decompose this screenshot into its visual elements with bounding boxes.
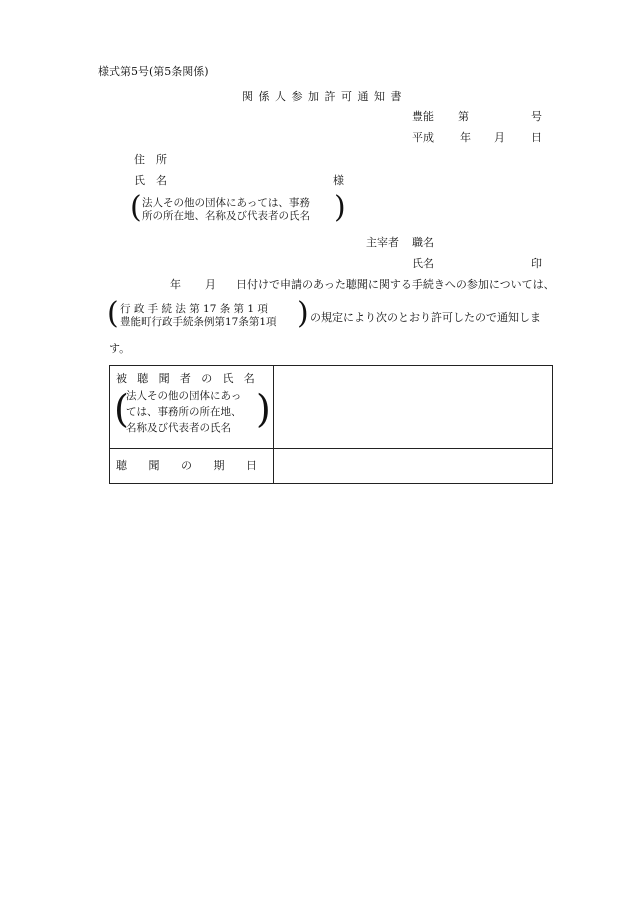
issuer-role: 主宰者 [366, 236, 399, 249]
honorific: 様 [333, 174, 344, 187]
body-line3: す。 [109, 342, 131, 355]
body-line2: の規定により次のとおり許可したので通知しま [310, 311, 541, 324]
body-month: 月 [205, 278, 216, 291]
law-right-paren: ) [297, 296, 309, 331]
doc-number-dai: 第 [458, 110, 469, 123]
row1-left-paren: ( [114, 387, 129, 431]
address-label: 住 所 [134, 153, 167, 166]
row1-label-text: 被聴聞者の氏名 [116, 372, 266, 385]
page-title: 関 係 人 参 加 許 可 通 知 書 [242, 90, 403, 103]
row1-label [116, 372, 266, 386]
row1-note1: 法人その他の団体にあっ [126, 390, 242, 402]
law-line1: 行 政 手 続 法 第 17 条 第 1 項 [120, 303, 268, 315]
row2-label [116, 459, 279, 473]
row1-note2: ては、事務所の所在地、 [126, 406, 242, 418]
law-left-paren: ( [107, 296, 119, 331]
date-day: 日 [531, 131, 542, 144]
seal-mark: 印 [531, 257, 542, 270]
row1-value-cell[interactable] [274, 366, 553, 449]
row1-right-paren: ) [256, 387, 271, 431]
date-year: 年 [460, 131, 471, 144]
permission-table [109, 365, 553, 484]
doc-number-go: 号 [531, 110, 542, 123]
issuer-title-label: 職名 [412, 236, 434, 249]
name-label: 氏 名 [134, 174, 167, 187]
recipient-note-line1: 法人その他の団体にあっては、事務 [142, 197, 310, 209]
body-year: 年 [170, 278, 181, 291]
row2-label-text: 聴聞の期日 [116, 459, 279, 472]
doc-number-prefix: 豊能 [412, 110, 434, 123]
row2-value-cell[interactable] [274, 449, 553, 484]
law-line2: 豊能町行政手続条例第17条第1項 [120, 316, 277, 328]
date-era: 平成 [412, 131, 434, 144]
left-paren: ( [130, 190, 142, 225]
row1-note3: 名称及び代表者の氏名 [126, 422, 231, 434]
form-id: 様式第5号(第5条関係) [98, 65, 209, 78]
body-line1: 日付けで申請のあった聴聞に関する手続きへの参加については、 [236, 278, 555, 291]
recipient-note-line2: 所の所在地、名称及び代表者の氏名 [142, 210, 310, 222]
issuer-name-label: 氏名 [412, 257, 434, 270]
date-month: 月 [494, 131, 505, 144]
row1-label-cell [110, 366, 274, 449]
row2-label-cell [110, 449, 279, 484]
right-paren: ) [334, 190, 346, 225]
